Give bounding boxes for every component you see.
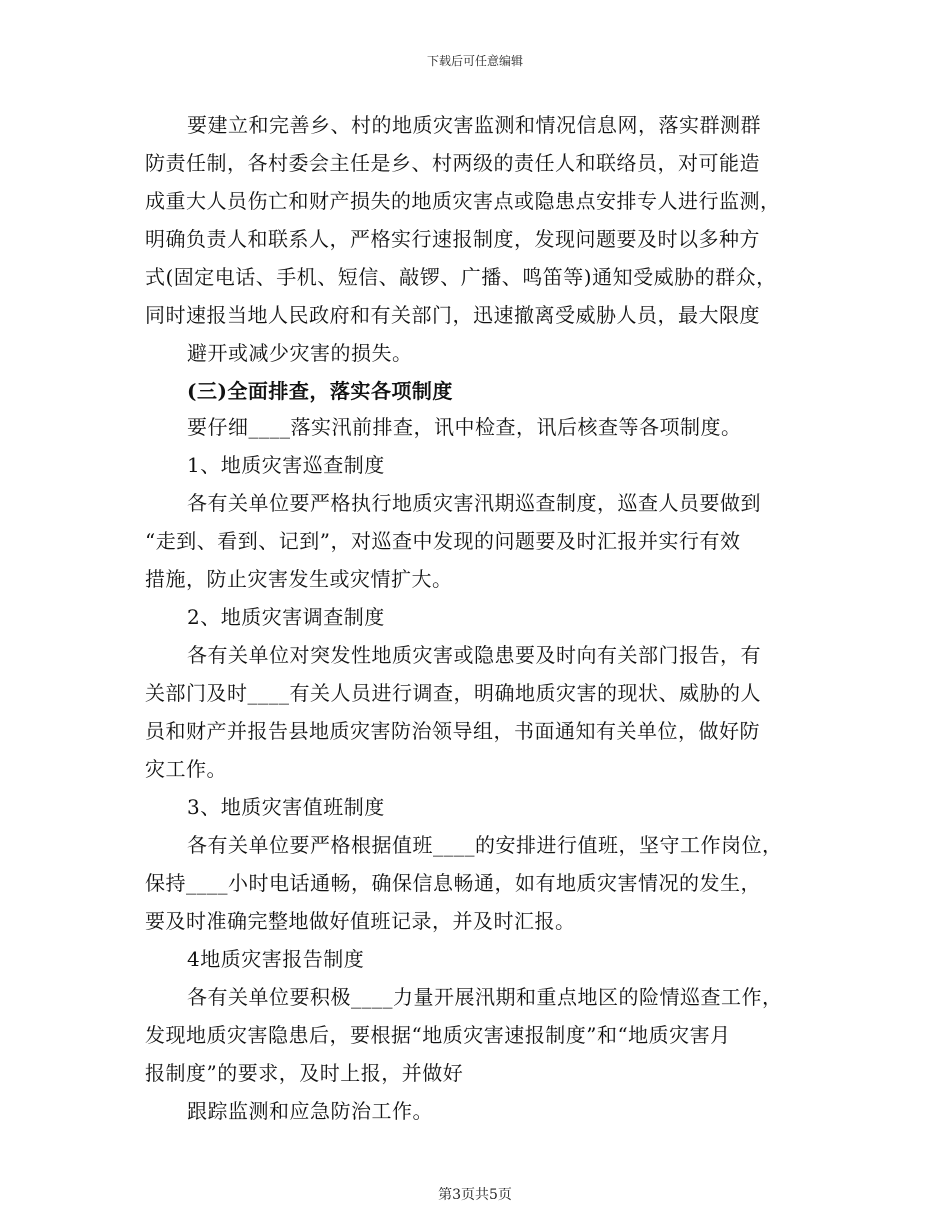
subsection-heading: 3、地质灾害值班制度 xyxy=(187,795,385,819)
subsection-heading: 1、地质灾害巡查制度 xyxy=(187,453,385,477)
text-line: 各有关单位对突发性地质灾害或隐患要及时向有关部门报告，有 xyxy=(187,643,761,667)
text-line: 要及时准确完整地做好值班记录，并及时汇报。 xyxy=(145,909,576,933)
page-header: 下载后可任意编辑 xyxy=(426,54,523,68)
text-line: 避开或减少灾害的损失。 xyxy=(187,341,413,365)
text-line: 成重大人员伤亡和财产损失的地质灾害点或隐患点安排专人进行监测， xyxy=(145,189,781,213)
text-line: 明确负责人和联系人，严格实行速报制度，发现问题要及时以多种方 xyxy=(145,227,760,251)
text-line: 要建立和完善乡、村的地质灾害监测和情况信息网，落实群测群 xyxy=(187,113,761,137)
text-line: 保持____小时电话通畅，确保信息畅通，如有地质灾害情况的发生， xyxy=(145,871,761,895)
text-line: 防责任制，各村委会主任是乡、村两级的责任人和联络员，对可能造 xyxy=(145,151,760,175)
text-line: “走到、看到、记到”，对巡查中发现的问题要及时汇报并实行有效 xyxy=(145,529,741,553)
text-line: 灾工作。 xyxy=(145,757,227,781)
text-line: 各有关单位要严格执行地质灾害汛期巡查制度，巡查人员要做到 xyxy=(187,491,761,515)
subsection-heading: 4地质灾害报告制度 xyxy=(187,947,365,971)
page-footer: 第3页共5页 xyxy=(438,1187,512,1203)
text-line: 各有关单位要积极____力量开展汛期和重点地区的险情巡查工作， xyxy=(187,985,783,1009)
text-line: 式(固定电话、手机、短信、敲锣、广播、鸣笛等)通知受威胁的群众， xyxy=(145,265,777,289)
text-line: 措施，防止灾害发生或灾情扩大。 xyxy=(145,567,453,591)
subsection-heading: 2、地质灾害调查制度 xyxy=(187,605,385,629)
text-line: 各有关单位要严格根据值班____的安排进行值班，坚守工作岗位， xyxy=(187,833,783,857)
text-line: 跟踪监测和应急防治工作。 xyxy=(187,1099,433,1123)
text-line: 要仔细____落实汛前排查，讯中检查，讯后核查等各项制度。 xyxy=(187,415,742,439)
text-line: 同时速报当地人民政府和有关部门，迅速撤离受威胁人员，最大限度 xyxy=(145,303,760,327)
text-line: 员和财产并报告县地质灾害防治领导组，书面通知有关单位，做好防 xyxy=(145,719,760,743)
text-line: 关部门及时____有关人员进行调查，明确地质灾害的现状、威胁的人 xyxy=(145,681,761,705)
text-line: 报制度”的要求，及时上报，并做好 xyxy=(145,1061,464,1085)
section-heading: (三)全面排查，落实各项制度 xyxy=(187,379,453,403)
text-line: 发现地质灾害隐患后，要根据“地质灾害速报制度”和“地质灾害月 xyxy=(145,1023,731,1047)
